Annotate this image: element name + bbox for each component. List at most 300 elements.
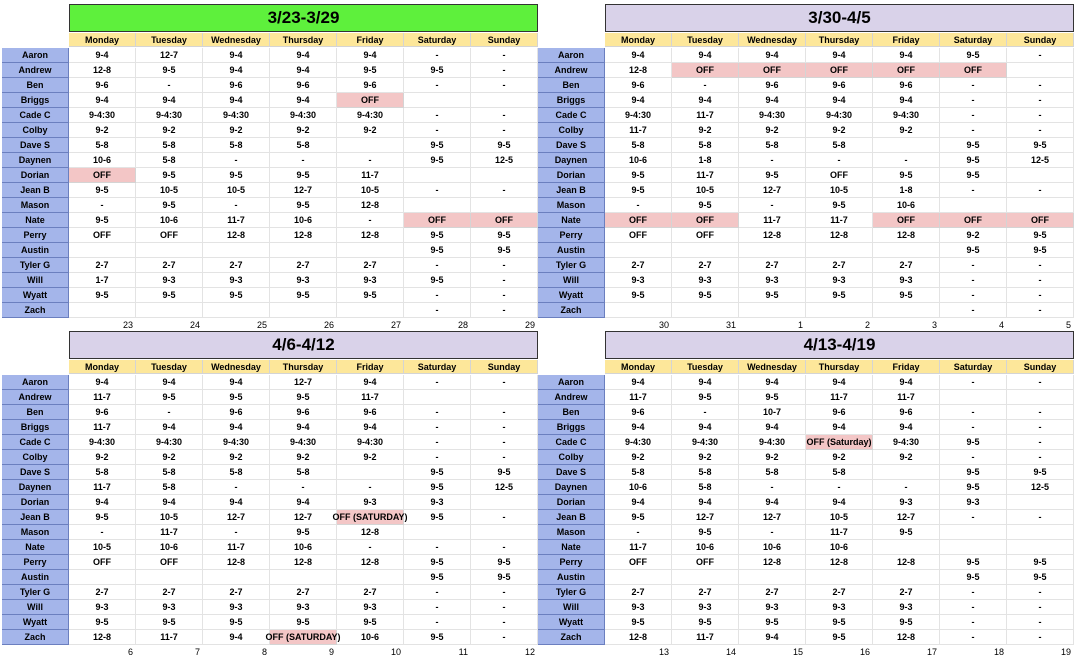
shift-cell[interactable]: 9-5 (69, 183, 136, 198)
shift-cell[interactable]: - (940, 405, 1007, 420)
shift-cell[interactable]: 2-7 (69, 585, 136, 600)
shift-cell[interactable]: 2-7 (270, 585, 337, 600)
shift-cell[interactable]: 2-7 (136, 258, 203, 273)
shift-cell[interactable]: OFF (672, 555, 739, 570)
shift-cell[interactable]: 2-7 (739, 585, 806, 600)
shift-cell[interactable]: - (136, 405, 203, 420)
shift-cell[interactable]: - (404, 258, 471, 273)
shift-cell[interactable]: - (471, 108, 538, 123)
shift-cell[interactable]: OFF (69, 168, 136, 183)
shift-cell[interactable]: 12-5 (471, 480, 538, 495)
employee-name-cell[interactable]: Cade C (538, 108, 605, 123)
shift-cell[interactable]: 9-2 (739, 123, 806, 138)
shift-cell[interactable]: 9-5 (69, 213, 136, 228)
shift-cell[interactable]: - (471, 585, 538, 600)
shift-cell[interactable]: - (1007, 183, 1074, 198)
employee-name-cell[interactable]: Austin (2, 570, 69, 585)
shift-cell[interactable]: 9-2 (270, 123, 337, 138)
shift-cell[interactable]: OFF (873, 213, 940, 228)
shift-cell[interactable]: 9-4 (203, 63, 270, 78)
shift-cell[interactable]: - (940, 273, 1007, 288)
shift-cell[interactable]: 12-8 (605, 63, 672, 78)
employee-name-cell[interactable]: Ben (2, 405, 69, 420)
employee-name-cell[interactable]: Dorian (538, 495, 605, 510)
shift-cell[interactable]: 9-4 (69, 48, 136, 63)
shift-cell[interactable] (1007, 198, 1074, 213)
shift-cell[interactable]: 12-5 (471, 153, 538, 168)
employee-name-cell[interactable]: Perry (2, 228, 69, 243)
employee-name-cell[interactable]: Perry (538, 555, 605, 570)
shift-cell[interactable]: 9-5 (1007, 228, 1074, 243)
shift-cell[interactable] (471, 168, 538, 183)
employee-name-cell[interactable]: Wyatt (538, 288, 605, 303)
shift-cell[interactable]: - (471, 123, 538, 138)
shift-cell[interactable]: 11-7 (605, 390, 672, 405)
shift-cell[interactable]: 12-7 (270, 183, 337, 198)
employee-name-cell[interactable]: Mason (538, 198, 605, 213)
shift-cell[interactable]: 12-8 (203, 228, 270, 243)
shift-cell[interactable]: 9-3 (203, 600, 270, 615)
shift-cell[interactable]: 12-8 (873, 630, 940, 645)
shift-cell[interactable]: 11-7 (69, 480, 136, 495)
shift-cell[interactable]: - (739, 198, 806, 213)
shift-cell[interactable]: 12-5 (1007, 153, 1074, 168)
shift-cell[interactable] (270, 570, 337, 585)
shift-cell[interactable]: OFF (940, 213, 1007, 228)
shift-cell[interactable]: 9-4 (136, 495, 203, 510)
shift-cell[interactable]: - (1007, 600, 1074, 615)
shift-cell[interactable]: 9-4:30 (203, 435, 270, 450)
shift-cell[interactable]: OFF (Saturday) (806, 435, 873, 450)
shift-cell[interactable]: - (1007, 420, 1074, 435)
shift-cell[interactable]: 9-4 (203, 420, 270, 435)
shift-cell[interactable]: 12-8 (739, 228, 806, 243)
employee-name-cell[interactable]: Colby (538, 123, 605, 138)
shift-cell[interactable]: 9-5 (404, 153, 471, 168)
shift-cell[interactable]: OFF (672, 213, 739, 228)
shift-cell[interactable]: 9-5 (136, 63, 203, 78)
shift-cell[interactable] (404, 93, 471, 108)
shift-cell[interactable] (203, 303, 270, 318)
shift-cell[interactable]: 9-4 (739, 48, 806, 63)
shift-cell[interactable]: 11-7 (672, 168, 739, 183)
shift-cell[interactable]: 9-5 (404, 570, 471, 585)
shift-cell[interactable]: 9-3 (136, 600, 203, 615)
shift-cell[interactable]: - (471, 48, 538, 63)
shift-cell[interactable]: 9-5 (136, 615, 203, 630)
shift-cell[interactable]: - (471, 63, 538, 78)
shift-cell[interactable]: 9-4:30 (873, 435, 940, 450)
shift-cell[interactable]: 12-8 (806, 555, 873, 570)
shift-cell[interactable]: 9-6 (605, 405, 672, 420)
shift-cell[interactable] (806, 243, 873, 258)
shift-cell[interactable]: 9-5 (471, 138, 538, 153)
shift-cell[interactable] (471, 495, 538, 510)
shift-cell[interactable]: - (672, 405, 739, 420)
shift-cell[interactable]: - (471, 375, 538, 390)
shift-cell[interactable]: 9-5 (940, 570, 1007, 585)
shift-cell[interactable]: 2-7 (605, 258, 672, 273)
shift-cell[interactable]: OFF (SATURDAY) (337, 510, 404, 525)
shift-cell[interactable]: 2-7 (203, 585, 270, 600)
shift-cell[interactable]: 2-7 (270, 258, 337, 273)
shift-cell[interactable]: 9-6 (270, 405, 337, 420)
shift-cell[interactable]: 9-4 (739, 420, 806, 435)
shift-cell[interactable]: 9-5 (404, 555, 471, 570)
shift-cell[interactable]: 12-7 (203, 510, 270, 525)
shift-cell[interactable]: 9-5 (672, 288, 739, 303)
shift-cell[interactable]: 12-8 (873, 228, 940, 243)
shift-cell[interactable]: 10-6 (672, 540, 739, 555)
employee-name-cell[interactable]: Dave S (538, 465, 605, 480)
shift-cell[interactable]: 5-8 (739, 465, 806, 480)
shift-cell[interactable]: - (404, 48, 471, 63)
shift-cell[interactable]: 12-8 (203, 555, 270, 570)
employee-name-cell[interactable]: Jean B (2, 510, 69, 525)
shift-cell[interactable]: 9-5 (404, 138, 471, 153)
shift-cell[interactable]: - (739, 480, 806, 495)
shift-cell[interactable]: 10-5 (136, 183, 203, 198)
shift-cell[interactable]: 5-8 (672, 480, 739, 495)
shift-cell[interactable]: 10-6 (136, 540, 203, 555)
shift-cell[interactable]: OFF (940, 63, 1007, 78)
shift-cell[interactable]: - (404, 375, 471, 390)
employee-name-cell[interactable]: Aaron (538, 48, 605, 63)
shift-cell[interactable]: 9-5 (739, 288, 806, 303)
shift-cell[interactable]: 9-5 (739, 615, 806, 630)
employee-name-cell[interactable]: Ben (2, 78, 69, 93)
shift-cell[interactable]: 9-5 (605, 288, 672, 303)
shift-cell[interactable]: 12-8 (270, 228, 337, 243)
shift-cell[interactable]: 9-3 (203, 273, 270, 288)
shift-cell[interactable] (337, 303, 404, 318)
shift-cell[interactable] (873, 243, 940, 258)
shift-cell[interactable]: 9-5 (203, 390, 270, 405)
shift-cell[interactable]: 10-6 (806, 540, 873, 555)
shift-cell[interactable]: 9-4 (806, 495, 873, 510)
employee-name-cell[interactable]: Will (2, 273, 69, 288)
shift-cell[interactable]: - (471, 303, 538, 318)
shift-cell[interactable]: 2-7 (69, 258, 136, 273)
shift-cell[interactable]: 10-6 (136, 213, 203, 228)
shift-cell[interactable]: 9-5 (739, 390, 806, 405)
employee-name-cell[interactable]: Dave S (2, 138, 69, 153)
shift-cell[interactable]: - (940, 600, 1007, 615)
shift-cell[interactable]: OFF (605, 228, 672, 243)
shift-cell[interactable]: 9-4 (337, 48, 404, 63)
shift-cell[interactable]: 9-5 (471, 465, 538, 480)
shift-cell[interactable]: 9-5 (270, 168, 337, 183)
shift-cell[interactable]: 9-5 (404, 63, 471, 78)
shift-cell[interactable]: 9-5 (404, 243, 471, 258)
shift-cell[interactable]: 5-8 (136, 153, 203, 168)
shift-cell[interactable]: 9-5 (873, 288, 940, 303)
shift-cell[interactable] (471, 525, 538, 540)
shift-cell[interactable] (1007, 540, 1074, 555)
shift-cell[interactable] (136, 570, 203, 585)
shift-cell[interactable]: 9-5 (69, 510, 136, 525)
shift-cell[interactable]: 9-5 (471, 228, 538, 243)
shift-cell[interactable]: 9-5 (806, 630, 873, 645)
shift-cell[interactable]: 11-7 (337, 168, 404, 183)
shift-cell[interactable] (69, 303, 136, 318)
employee-name-cell[interactable]: Tyler G (538, 258, 605, 273)
shift-cell[interactable]: 12-7 (136, 48, 203, 63)
shift-cell[interactable]: 9-2 (270, 450, 337, 465)
employee-name-cell[interactable]: Wyatt (2, 615, 69, 630)
shift-cell[interactable]: 12-8 (270, 555, 337, 570)
shift-cell[interactable]: - (873, 153, 940, 168)
shift-cell[interactable]: 5-8 (69, 465, 136, 480)
shift-cell[interactable]: 9-5 (69, 288, 136, 303)
shift-cell[interactable]: 9-3 (337, 495, 404, 510)
shift-cell[interactable]: 9-4:30 (739, 435, 806, 450)
shift-cell[interactable]: OFF (136, 555, 203, 570)
shift-cell[interactable] (404, 390, 471, 405)
shift-cell[interactable]: OFF (806, 168, 873, 183)
employee-name-cell[interactable]: Nate (538, 213, 605, 228)
employee-name-cell[interactable]: Dorian (2, 495, 69, 510)
shift-cell[interactable]: 2-7 (739, 258, 806, 273)
shift-cell[interactable]: 11-7 (605, 540, 672, 555)
employee-name-cell[interactable]: Cade C (538, 435, 605, 450)
shift-cell[interactable]: - (471, 405, 538, 420)
shift-cell[interactable]: 5-8 (739, 138, 806, 153)
shift-cell[interactable]: 9-5 (605, 183, 672, 198)
shift-cell[interactable]: 9-2 (203, 123, 270, 138)
shift-cell[interactable]: 10-6 (270, 213, 337, 228)
shift-cell[interactable]: - (940, 123, 1007, 138)
employee-name-cell[interactable]: Andrew (2, 63, 69, 78)
shift-cell[interactable]: 10-6 (873, 198, 940, 213)
shift-cell[interactable]: - (806, 480, 873, 495)
shift-cell[interactable]: 9-5 (605, 168, 672, 183)
shift-cell[interactable]: - (471, 540, 538, 555)
shift-cell[interactable]: - (1007, 78, 1074, 93)
shift-cell[interactable]: - (940, 615, 1007, 630)
shift-cell[interactable]: 9-6 (739, 78, 806, 93)
employee-name-cell[interactable]: Daynen (538, 153, 605, 168)
employee-name-cell[interactable]: Cade C (2, 108, 69, 123)
shift-cell[interactable] (404, 168, 471, 183)
shift-cell[interactable]: 2-7 (873, 258, 940, 273)
shift-cell[interactable]: - (69, 198, 136, 213)
shift-cell[interactable]: - (1007, 615, 1074, 630)
shift-cell[interactable]: 9-5 (203, 288, 270, 303)
employee-name-cell[interactable]: Colby (538, 450, 605, 465)
shift-cell[interactable]: 9-5 (270, 615, 337, 630)
shift-cell[interactable]: 10-6 (69, 153, 136, 168)
employee-name-cell[interactable]: Wyatt (2, 288, 69, 303)
shift-cell[interactable]: 9-2 (940, 228, 1007, 243)
shift-cell[interactable]: 9-3 (873, 273, 940, 288)
shift-cell[interactable]: 2-7 (672, 258, 739, 273)
shift-cell[interactable]: 10-6 (605, 153, 672, 168)
shift-cell[interactable]: 9-4 (672, 495, 739, 510)
shift-cell[interactable] (940, 540, 1007, 555)
shift-cell[interactable]: - (203, 480, 270, 495)
shift-cell[interactable]: 9-4 (270, 48, 337, 63)
shift-cell[interactable]: 5-8 (203, 138, 270, 153)
shift-cell[interactable]: 11-7 (136, 525, 203, 540)
shift-cell[interactable]: - (404, 288, 471, 303)
shift-cell[interactable]: 9-4 (605, 93, 672, 108)
shift-cell[interactable]: OFF (404, 213, 471, 228)
shift-cell[interactable]: 9-5 (404, 480, 471, 495)
shift-cell[interactable]: 9-5 (940, 465, 1007, 480)
shift-cell[interactable]: - (940, 288, 1007, 303)
shift-cell[interactable]: 10-5 (337, 183, 404, 198)
employee-name-cell[interactable]: Will (538, 600, 605, 615)
shift-cell[interactable]: 9-6 (270, 78, 337, 93)
shift-cell[interactable]: - (404, 405, 471, 420)
shift-cell[interactable]: - (404, 615, 471, 630)
shift-cell[interactable]: 9-5 (404, 273, 471, 288)
shift-cell[interactable]: 9-3 (337, 273, 404, 288)
shift-cell[interactable]: 9-5 (1007, 570, 1074, 585)
employee-name-cell[interactable]: Andrew (538, 390, 605, 405)
shift-cell[interactable]: 9-4 (672, 93, 739, 108)
shift-cell[interactable]: - (1007, 93, 1074, 108)
shift-cell[interactable]: OFF (672, 63, 739, 78)
shift-cell[interactable] (1007, 525, 1074, 540)
employee-name-cell[interactable]: Jean B (2, 183, 69, 198)
shift-cell[interactable]: 9-5 (337, 288, 404, 303)
shift-cell[interactable]: - (940, 183, 1007, 198)
shift-cell[interactable]: 9-4 (605, 48, 672, 63)
shift-cell[interactable]: 9-4 (337, 420, 404, 435)
shift-cell[interactable] (806, 570, 873, 585)
shift-cell[interactable] (873, 138, 940, 153)
shift-cell[interactable]: 10-6 (739, 540, 806, 555)
shift-cell[interactable]: - (471, 273, 538, 288)
shift-cell[interactable]: 1-8 (672, 153, 739, 168)
shift-cell[interactable] (605, 303, 672, 318)
shift-cell[interactable]: 9-4:30 (69, 435, 136, 450)
employee-name-cell[interactable]: Daynen (2, 153, 69, 168)
shift-cell[interactable]: 9-5 (940, 153, 1007, 168)
shift-cell[interactable]: 11-7 (337, 390, 404, 405)
shift-cell[interactable]: - (203, 198, 270, 213)
shift-cell[interactable]: - (1007, 510, 1074, 525)
shift-cell[interactable]: 1-8 (873, 183, 940, 198)
shift-cell[interactable]: 9-3 (739, 273, 806, 288)
shift-cell[interactable]: 9-5 (873, 168, 940, 183)
shift-cell[interactable]: - (404, 420, 471, 435)
employee-name-cell[interactable]: Daynen (2, 480, 69, 495)
shift-cell[interactable]: 9-4 (739, 93, 806, 108)
shift-cell[interactable]: 9-5 (471, 243, 538, 258)
shift-cell[interactable]: 11-7 (672, 108, 739, 123)
shift-cell[interactable]: - (940, 585, 1007, 600)
shift-cell[interactable]: 9-5 (873, 615, 940, 630)
shift-cell[interactable]: - (404, 600, 471, 615)
shift-cell[interactable]: 9-5 (471, 555, 538, 570)
shift-cell[interactable] (1007, 495, 1074, 510)
shift-cell[interactable]: 2-7 (337, 585, 404, 600)
shift-cell[interactable]: 9-5 (404, 465, 471, 480)
employee-name-cell[interactable]: Perry (2, 555, 69, 570)
shift-cell[interactable]: 9-3 (873, 600, 940, 615)
shift-cell[interactable]: - (940, 375, 1007, 390)
shift-cell[interactable]: 9-5 (337, 615, 404, 630)
shift-cell[interactable]: 12-5 (1007, 480, 1074, 495)
shift-cell[interactable]: 9-6 (69, 405, 136, 420)
shift-cell[interactable]: 9-4 (203, 375, 270, 390)
employee-name-cell[interactable]: Mason (2, 198, 69, 213)
shift-cell[interactable]: 5-8 (69, 138, 136, 153)
shift-cell[interactable]: 12-7 (739, 183, 806, 198)
shift-cell[interactable] (337, 570, 404, 585)
shift-cell[interactable]: 11-7 (69, 390, 136, 405)
shift-cell[interactable]: 10-6 (270, 540, 337, 555)
shift-cell[interactable]: OFF (471, 213, 538, 228)
shift-cell[interactable]: OFF (1007, 213, 1074, 228)
shift-cell[interactable] (404, 198, 471, 213)
shift-cell[interactable] (605, 570, 672, 585)
shift-cell[interactable]: 12-8 (337, 555, 404, 570)
shift-cell[interactable]: 12-8 (337, 525, 404, 540)
shift-cell[interactable]: OFF (69, 555, 136, 570)
shift-cell[interactable]: 9-5 (940, 48, 1007, 63)
employee-name-cell[interactable]: Tyler G (2, 258, 69, 273)
employee-name-cell[interactable]: Perry (538, 228, 605, 243)
shift-cell[interactable]: - (940, 93, 1007, 108)
employee-name-cell[interactable]: Zach (538, 303, 605, 318)
shift-cell[interactable]: - (1007, 288, 1074, 303)
shift-cell[interactable]: - (471, 78, 538, 93)
shift-cell[interactable]: 9-4:30 (270, 108, 337, 123)
shift-cell[interactable]: 11-7 (806, 525, 873, 540)
shift-cell[interactable] (337, 465, 404, 480)
shift-cell[interactable]: 9-5 (203, 615, 270, 630)
shift-cell[interactable]: 9-3 (605, 273, 672, 288)
shift-cell[interactable] (69, 243, 136, 258)
shift-cell[interactable]: 9-4 (270, 93, 337, 108)
shift-cell[interactable]: 9-2 (337, 450, 404, 465)
employee-name-cell[interactable]: Cade C (2, 435, 69, 450)
shift-cell[interactable]: OFF (806, 63, 873, 78)
employee-name-cell[interactable]: Austin (538, 570, 605, 585)
shift-cell[interactable]: 9-4 (739, 630, 806, 645)
shift-cell[interactable]: OFF (69, 228, 136, 243)
shift-cell[interactable]: 9-4 (806, 420, 873, 435)
shift-cell[interactable]: 12-7 (739, 510, 806, 525)
shift-cell[interactable]: 11-7 (203, 213, 270, 228)
shift-cell[interactable]: 9-4 (873, 48, 940, 63)
shift-cell[interactable]: - (605, 525, 672, 540)
shift-cell[interactable]: - (605, 198, 672, 213)
shift-cell[interactable] (1007, 168, 1074, 183)
shift-cell[interactable]: - (1007, 375, 1074, 390)
shift-cell[interactable] (806, 303, 873, 318)
shift-cell[interactable]: 9-4:30 (806, 108, 873, 123)
shift-cell[interactable]: - (203, 525, 270, 540)
shift-cell[interactable]: 9-3 (806, 600, 873, 615)
shift-cell[interactable] (1007, 390, 1074, 405)
shift-cell[interactable]: 9-6 (337, 78, 404, 93)
shift-cell[interactable]: 5-8 (136, 138, 203, 153)
shift-cell[interactable]: - (404, 123, 471, 138)
shift-cell[interactable]: 12-8 (605, 630, 672, 645)
shift-cell[interactable]: 9-5 (1007, 555, 1074, 570)
shift-cell[interactable]: 2-7 (136, 585, 203, 600)
shift-cell[interactable]: 12-8 (69, 630, 136, 645)
shift-cell[interactable]: 9-3 (672, 600, 739, 615)
shift-cell[interactable]: - (471, 615, 538, 630)
shift-cell[interactable]: 2-7 (203, 258, 270, 273)
shift-cell[interactable]: 5-8 (270, 465, 337, 480)
